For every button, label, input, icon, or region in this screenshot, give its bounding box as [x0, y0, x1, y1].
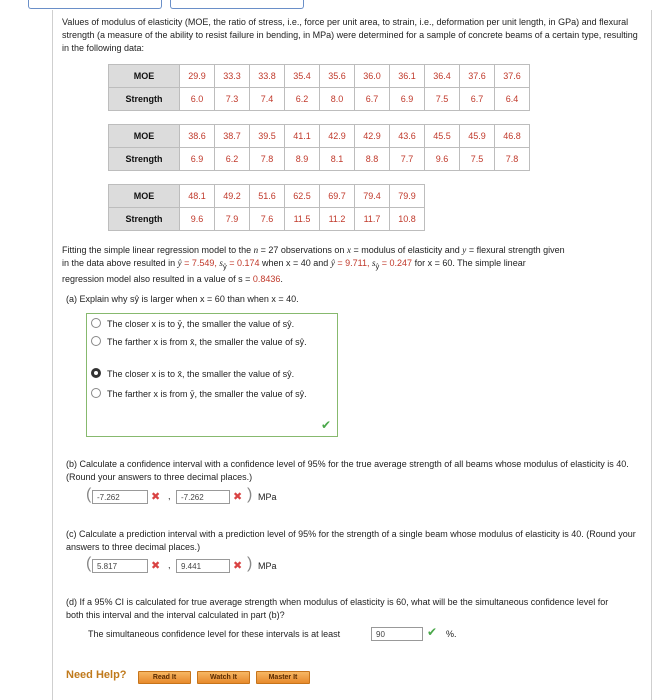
part-b-high-input[interactable]: -7.262 — [176, 490, 230, 504]
correct-check-icon: ✔ — [321, 418, 332, 432]
data-table-2 — [108, 124, 530, 171]
strength-value: 8.0 — [320, 88, 355, 111]
strength-value: 6.2 — [285, 88, 320, 111]
moe-value: 41.1 — [285, 125, 320, 148]
moe-value: 36.4 — [425, 65, 460, 88]
close-paren: ) — [247, 555, 253, 572]
moe-header: MOE — [109, 65, 180, 88]
strength-header: Strength — [109, 148, 180, 171]
data-table-3 — [108, 184, 425, 231]
part-a-question: (a) Explain why sŷ is larger when x = 60 than when x = 40. — [66, 294, 299, 304]
comma: , — [168, 560, 171, 570]
master-it-button[interactable]: Master It — [256, 671, 310, 684]
moe-value: 35.4 — [285, 65, 320, 88]
incorrect-x-icon: ✖ — [151, 491, 161, 503]
strength-value: 7.5 — [425, 88, 460, 111]
moe-value: 35.6 — [320, 65, 355, 88]
strength-row — [109, 88, 530, 111]
moe-row — [109, 65, 530, 88]
part-a-choices — [86, 313, 338, 437]
radio-button-selected[interactable] — [91, 368, 101, 378]
part-d-statement: The simultaneous confidence level for these intervals is at least — [88, 629, 341, 639]
strength-value: 8.1 — [320, 148, 355, 171]
moe-value: 42.9 — [320, 125, 355, 148]
strength-value: 7.4 — [250, 88, 285, 111]
incorrect-x-icon: ✖ — [151, 560, 161, 572]
moe-value: 45.5 — [425, 125, 460, 148]
data-table-1 — [108, 64, 530, 111]
strength-value: 7.3 — [215, 88, 250, 111]
strength-value: 7.6 — [250, 208, 285, 231]
incorrect-x-icon: ✖ — [233, 560, 243, 572]
part-b-low-input[interactable]: -7.262 — [92, 490, 148, 504]
strength-value: 6.4 — [495, 88, 530, 111]
moe-value: 79.4 — [355, 185, 390, 208]
regression-summary: Fitting the simple linear regression model to the n = 27 observations on x = modulus of elasticity and y = flexural strength given in the data above resulted in ŷ = 7.549, $s_ŷ = 0.174$ when x = 40 and ŷ = 9.711, $s_ŷ = 0.247$ for x = 60. The simple linear regression model also resulted in a value of s = 0.8436. — [62, 245, 565, 284]
moe-value: 36.1 — [390, 65, 425, 88]
strength-value: 6.0 — [180, 88, 215, 111]
moe-row — [109, 185, 425, 208]
part-c-low-input[interactable]: 5.817 — [92, 559, 148, 573]
moe-value: 69.7 — [320, 185, 355, 208]
strength-value: 10.8 — [390, 208, 425, 231]
option-3[interactable]: The closer x is to x̄, the smaller the value of sŷ. — [91, 368, 331, 381]
strength-value: 7.5 — [460, 148, 495, 171]
strength-value: 6.9 — [180, 148, 215, 171]
comma: , — [168, 491, 171, 501]
moe-value: 38.7 — [215, 125, 250, 148]
strength-value: 9.6 — [425, 148, 460, 171]
moe-header: MOE — [109, 185, 180, 208]
moe-value: 29.9 — [180, 65, 215, 88]
top-tab-left[interactable] — [28, 0, 162, 9]
strength-value: 9.6 — [180, 208, 215, 231]
part-d-input[interactable]: 90 — [371, 627, 423, 641]
strength-row — [109, 208, 425, 231]
moe-value: 62.5 — [285, 185, 320, 208]
strength-value: 8.8 — [355, 148, 390, 171]
need-help-label: Need Help? — [66, 669, 127, 681]
strength-value: 7.9 — [215, 208, 250, 231]
strength-value: 11.2 — [320, 208, 355, 231]
read-it-button[interactable]: Read It — [138, 671, 191, 684]
strength-value: 11.5 — [285, 208, 320, 231]
part-d-question: (d) If a 95% CI is calculated for true average strength when modulus of elasticity is 60, what will be the simultaneous confidence level for both this interval and the interval calculated in part (b)? — [66, 597, 609, 620]
option-2[interactable]: The farther x is from x̄, the smaller the value of sŷ. — [91, 336, 323, 349]
strength-value: 6.2 — [215, 148, 250, 171]
moe-value: 43.6 — [390, 125, 425, 148]
strength-value: 6.7 — [355, 88, 390, 111]
option-4[interactable]: The farther x is from ȳ, the smaller the value of sŷ. — [91, 388, 323, 401]
moe-value: 33.8 — [250, 65, 285, 88]
moe-value: 46.8 — [495, 125, 530, 148]
strength-value: 11.7 — [355, 208, 390, 231]
radio-button[interactable] — [91, 318, 101, 328]
strength-header: Strength — [109, 88, 180, 111]
part-d-unit: %. — [446, 629, 457, 639]
strength-header: Strength — [109, 208, 180, 231]
moe-value: 42.9 — [355, 125, 390, 148]
correct-check-icon: ✔ — [427, 625, 438, 639]
moe-header: MOE — [109, 125, 180, 148]
part-c-high-input[interactable]: 9.441 — [176, 559, 230, 573]
moe-value: 36.0 — [355, 65, 390, 88]
strength-value: 7.7 — [390, 148, 425, 171]
moe-value: 45.9 — [460, 125, 495, 148]
moe-value: 39.5 — [250, 125, 285, 148]
radio-button[interactable] — [91, 336, 101, 346]
open-paren: ( — [86, 486, 92, 503]
strength-value: 7.8 — [495, 148, 530, 171]
part-c-question: (c) Calculate a prediction interval with a prediction level of 95% for the strength of a single beam whose modulus of elasticity is 40. (Round your answers to three decimal places.) — [66, 529, 636, 552]
strength-value: 6.9 — [390, 88, 425, 111]
moe-row — [109, 125, 530, 148]
moe-value: 79.9 — [390, 185, 425, 208]
moe-value: 33.3 — [215, 65, 250, 88]
moe-value: 38.6 — [180, 125, 215, 148]
part-b-question: (b) Calculate a confidence interval with a confidence level of 95% for the true average strength of all beams whose modulus of elasticity is 40. (Round your answers to three decimal places.) — [66, 459, 629, 482]
close-paren: ) — [247, 486, 253, 503]
incorrect-x-icon: ✖ — [233, 491, 243, 503]
strength-value: 8.9 — [285, 148, 320, 171]
open-paren: ( — [86, 555, 92, 572]
moe-value: 37.6 — [460, 65, 495, 88]
top-tab-right[interactable] — [170, 0, 304, 9]
strength-row — [109, 148, 530, 171]
part-b-unit: MPa — [258, 492, 277, 502]
radio-button[interactable] — [91, 388, 101, 398]
watch-it-button[interactable]: Watch It — [197, 671, 250, 684]
moe-value: 49.2 — [215, 185, 250, 208]
strength-value: 6.7 — [460, 88, 495, 111]
moe-value: 48.1 — [180, 185, 215, 208]
moe-value: 37.6 — [495, 65, 530, 88]
problem-intro: Values of modulus of elasticity (MOE, the ratio of stress, i.e., force per unit area, to strain, i.e., deformation per unit length, in GPa) and flexural strength (a measure of the ability to resist failure in bending, in MPa) were determined for a sample of concrete beams of a certain type, resulting in the following data: — [62, 17, 638, 53]
part-c-unit: MPa — [258, 561, 277, 571]
option-1[interactable]: The closer x is to ȳ, the smaller the value of sŷ. — [91, 318, 327, 331]
moe-value: 51.6 — [250, 185, 285, 208]
strength-value: 7.8 — [250, 148, 285, 171]
